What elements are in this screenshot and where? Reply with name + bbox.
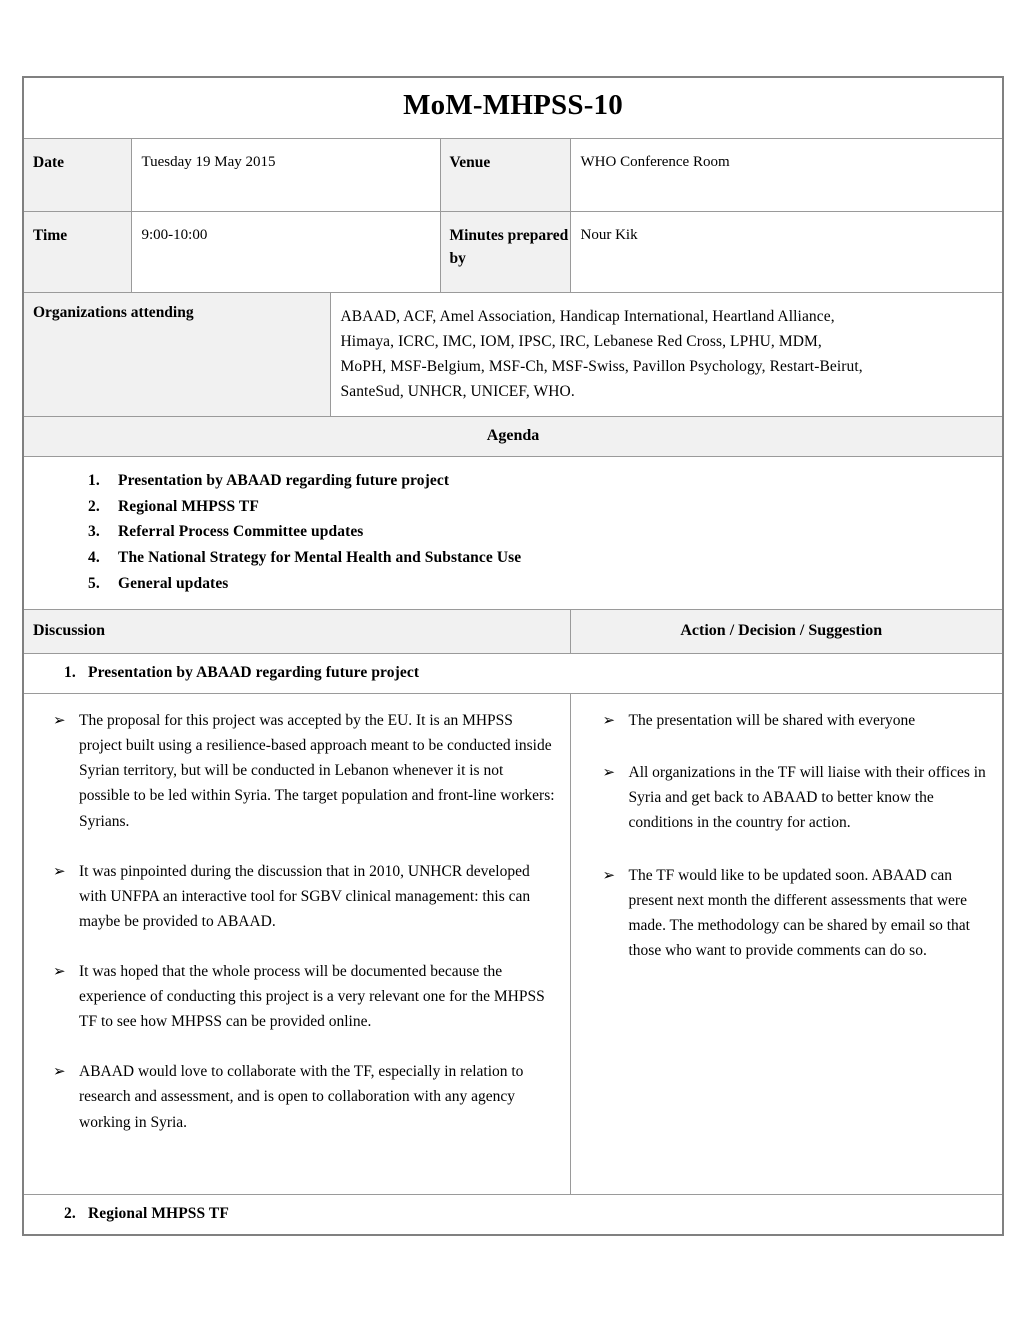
action-bullet-text: All organizations in the TF will liaise with their offices in Syria and get back to ABAAD to better know the conditions in the country for action. [628,764,986,832]
section-title-text: Presentation by ABAAD regarding future project [88,664,420,682]
agenda-item: Referral Process Committee updates [118,523,364,541]
title-cell [23,77,1003,138]
section-title-row [23,1195,1003,1236]
minutes-prepared-by-value: Nour Kik [570,211,1003,292]
agenda-item: General updates [118,574,229,592]
organizations-line: SanteSud, UNHCR, UNICEF, WHO. [340,383,575,401]
discussion-bullet-text: It was hoped that the whole process will be documented because the experience of conducting this project is a very relevant one for the MHPSS TF to see how MHPSS can be provided online. [79,963,545,1031]
organizations-line: MoPH, MSF-Belgium, MSF-Ch, MSF-Swiss, Pavillon Psychology, Restart-Beirut, [340,358,863,376]
organizations-row [23,292,1003,416]
agenda-list-row [23,457,1003,610]
discussion-bullet-list [34,708,556,1135]
organizations-label: Organizations attending [23,292,330,416]
discussion-bullet-text: ABAAD would love to collaborate with the TF, especially in relation to research and assessment, and is open to collaboration with any agency working in Syria. [79,1063,524,1131]
section-number: 2. [64,1205,76,1223]
agenda-item: Presentation by ABAAD regarding future project [118,472,450,490]
section-number: 1. [64,664,76,682]
agenda-list-cell [23,457,1003,610]
organizations-line: Himaya, ICRC, IMC, IOM, IPSC, IRC, Lebanese Red Cross, LPHU, MDM, [340,333,822,350]
action-bullet-text: The presentation will be shared with everyone [628,712,916,730]
action-bullet-text: The TF would like to be updated soon. ABAAD can present next month the different assessments that were made. The methodology can be shared by email so that those who want to provide comments can do so. [628,866,970,959]
time-minutes-row [23,211,1003,292]
action-bullet [579,708,991,733]
arrow-bullet-icon: ➢ [602,865,616,884]
discussion-bullet [34,859,556,934]
minutes-prepared-by-label: Minutes prepared by [440,211,570,292]
organizations-line: ABAAD, ACF, Amel Association, Handicap International, Heartland Alliance, [340,307,835,325]
section-title-cell [23,654,1003,694]
action-column-header: Action / Decision / Suggestion [570,610,1003,654]
date-label: Date [23,138,131,211]
discussion-bullet-text: The proposal for this project was accepted by the EU. It is an MHPSS project built using a resilience-based approach meant to be conducted inside Syrian territory, but will be conducted in Lebanon whenever it is not possible to be led within Syria. The target population and front-line workers: Syrians. [79,712,555,830]
section-title-text: Regional MHPSS TF [88,1205,229,1223]
venue-label: Venue [440,138,570,211]
discussion-bullet [34,708,556,834]
arrow-bullet-icon: ➢ [602,711,616,730]
time-value: 9:00-10:00 [131,211,440,292]
discussion-body-cell [23,694,570,1195]
arrow-bullet-icon: ➢ [53,962,66,981]
agenda-item: The National Strategy for Mental Health and Substance Use [118,549,522,567]
section-title-row [23,654,1003,694]
discussion-bullet [34,959,556,1034]
agenda-heading: Agenda [23,417,1003,457]
discussion-action-header-row [23,610,1003,654]
arrow-bullet-icon: ➢ [53,1062,66,1081]
discussion-column-header: Discussion [23,610,570,654]
minutes-of-meeting-table [22,76,1004,1236]
action-bullet-list [579,708,991,963]
section-title-cell [23,1195,1003,1236]
arrow-bullet-icon: ➢ [602,763,616,782]
section-2-title [24,1205,1002,1223]
agenda-item: Regional MHPSS TF [118,497,259,515]
section-1-title [24,664,1002,682]
arrow-bullet-icon: ➢ [53,711,66,730]
discussion-bullet-text: It was pinpointed during the discussion that in 2010, UNHCR developed with UNFPA an interactive tool for SGBV clinical management: this can maybe be provided to ABAAD. [79,862,531,930]
date-venue-row [23,138,1003,211]
action-bullet [579,863,991,963]
agenda-list [24,468,1002,596]
action-body-cell [570,694,1003,1195]
date-value: Tuesday 19 May 2015 [131,138,440,211]
title-row [23,77,1003,138]
discussion-bullet [34,1059,556,1134]
arrow-bullet-icon: ➢ [53,861,66,880]
page-title: MoM-MHPSS-10 [403,89,623,121]
time-label: Time [23,211,131,292]
section-body-row [23,694,1003,1195]
organizations-value [330,292,1003,416]
venue-value: WHO Conference Room [570,138,1003,211]
agenda-header-row [23,417,1003,457]
action-bullet [579,760,991,835]
